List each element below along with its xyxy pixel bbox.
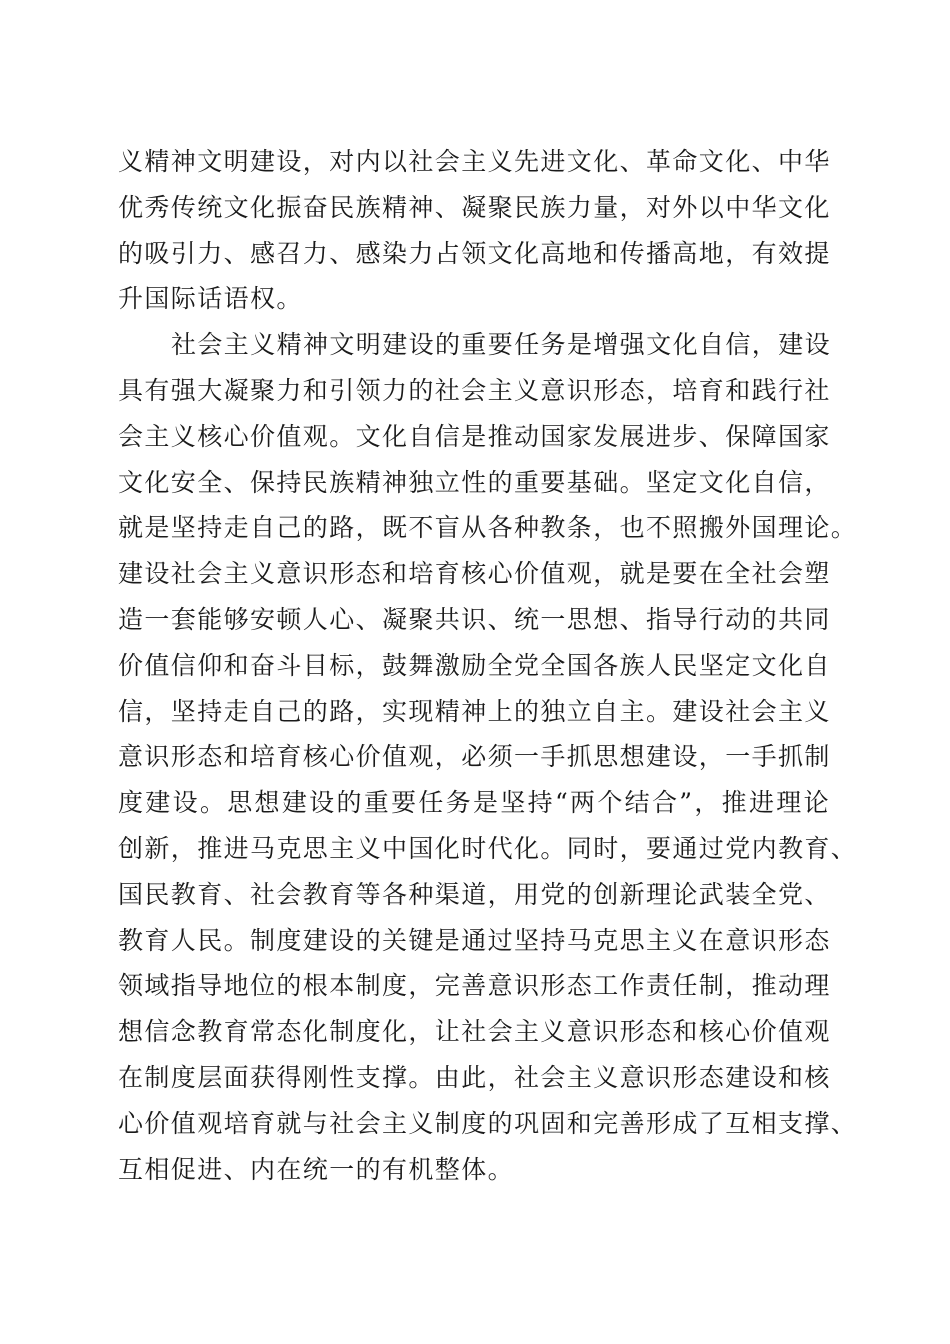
text-line: 文化安全、保持民族精神独立性的重要基础。坚定文化自信， bbox=[118, 467, 831, 497]
text-line: 建设社会主义意识形态和培育核心价值观，就是要在全社会塑 bbox=[118, 559, 831, 589]
text-line: 升国际话语权。 bbox=[118, 284, 303, 314]
text-line: 意识形态和培育核心价值观，必须一手抓思想建设，一手抓制 bbox=[118, 742, 831, 772]
text-line: 领域指导地位的根本制度，完善意识形态工作责任制，推动理 bbox=[118, 971, 831, 1001]
text-line: 信，坚持走自己的路，实现精神上的独立自主。建设社会主义 bbox=[118, 696, 831, 726]
text-line: 想信念教育常态化制度化，让社会主义意识形态和核心价值观 bbox=[118, 1017, 831, 1047]
text-line: 国民教育、社会教育等各种渠道，用党的创新理论武装全党、 bbox=[118, 879, 831, 909]
text-line: 造一套能够安顿人心、凝聚共识、统一思想、指导行动的共同 bbox=[118, 604, 831, 634]
text-line: 就是坚持走自己的路，既不盲从各种教条，也不照搬外国理论。 bbox=[118, 513, 858, 543]
document-page bbox=[118, 139, 858, 1192]
text-line: 互相促进、内在统一的有机整体。 bbox=[118, 1154, 515, 1184]
text-line: 教育人民。制度建设的关键是通过坚持马克思主义在意识形态 bbox=[118, 925, 831, 955]
text-line: 的吸引力、感召力、感染力占领文化高地和传播高地，有效提 bbox=[118, 238, 831, 268]
text-line: 社会主义精神文明建设的重要任务是增强文化自信，建设 bbox=[171, 330, 832, 360]
text-line: 心价值观培育就与社会主义制度的巩固和完善形成了互相支撑、 bbox=[118, 1108, 858, 1138]
paragraph-2 bbox=[118, 322, 858, 1192]
text-line: 度建设。思想建设的重要任务是坚持“两个结合”，推进理论 bbox=[118, 788, 830, 818]
text-line: 具有强大凝聚力和引领力的社会主义意识形态，培育和践行社 bbox=[118, 375, 831, 405]
text-line: 价值信仰和奋斗目标，鼓舞激励全党全国各族人民坚定文化自 bbox=[118, 650, 831, 680]
paragraph-1 bbox=[118, 139, 830, 322]
text-line: 优秀传统文化振奋民族精神、凝聚民族力量，对外以中华文化 bbox=[118, 192, 831, 222]
text-line: 义精神文明建设，对内以社会主义先进文化、革命文化、中华 bbox=[118, 147, 831, 176]
text-line: 会主义核心价值观。文化自信是推动国家发展进步、保障国家 bbox=[118, 421, 831, 451]
text-line: 在制度层面获得刚性支撑。由此，社会主义意识形态建设和核 bbox=[118, 1062, 831, 1092]
text-line: 创新，推进马克思主义中国化时代化。同时，要通过党内教育、 bbox=[118, 833, 858, 863]
